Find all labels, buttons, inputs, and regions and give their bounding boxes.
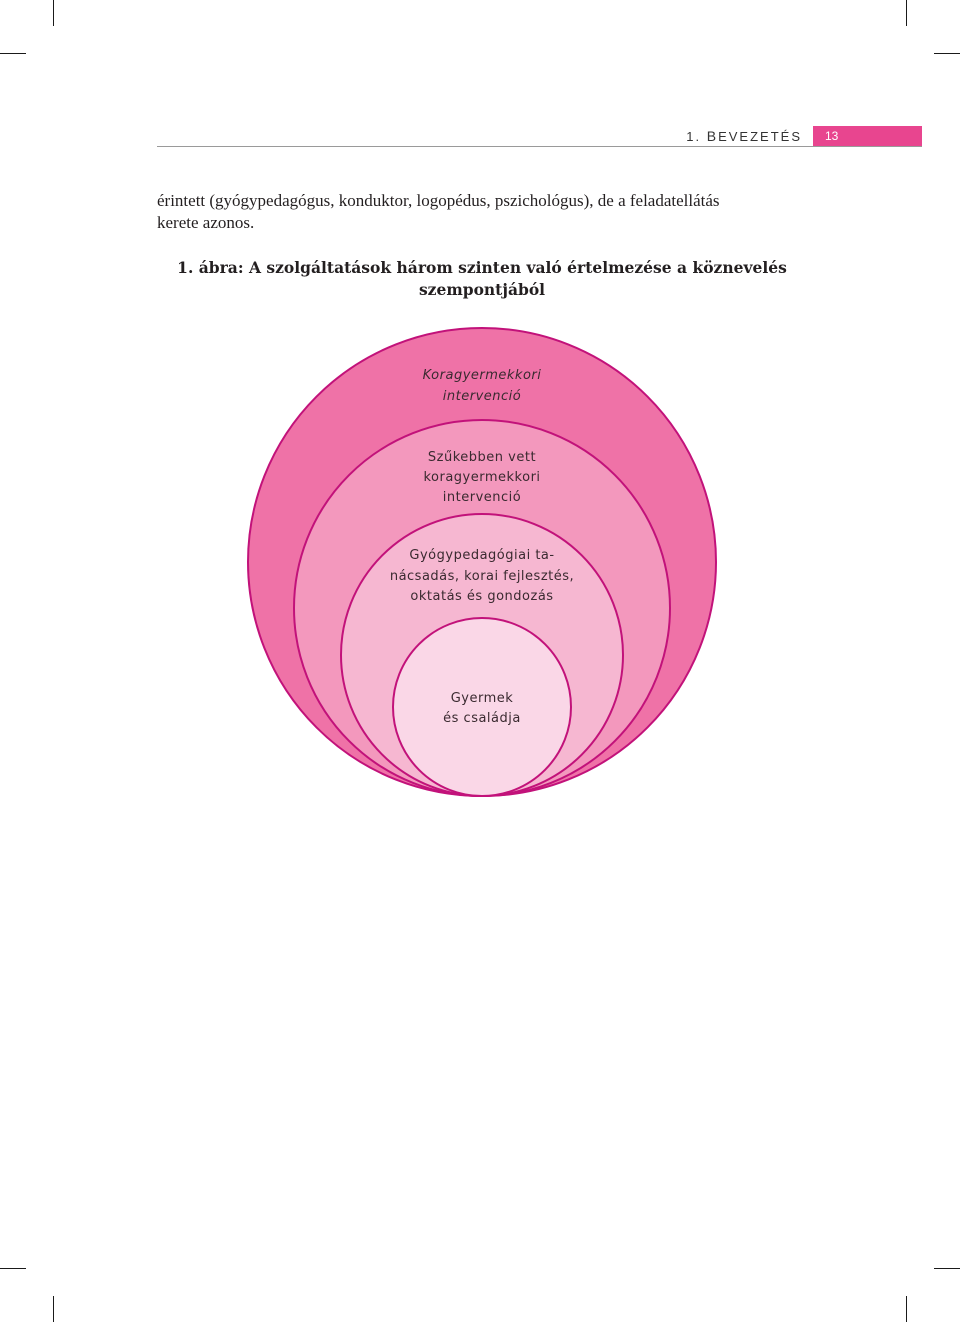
body-line: kerete azonos. bbox=[157, 213, 255, 232]
circle-third-label: nácsadás, korai fejlesztés, bbox=[389, 569, 575, 584]
page-number: 13 bbox=[813, 126, 922, 146]
chapter-number: 1. bbox=[686, 129, 702, 144]
circle-second-label: Szűkebben vett bbox=[427, 450, 537, 465]
body-line: érintett (gyógypedagógus, konduktor, logopédus, pszichológus), de a feladatellátás bbox=[157, 191, 720, 210]
circle-third-label: Gyógypedagógiai ta- bbox=[409, 548, 555, 563]
circle-third-label: oktatás és gondozás bbox=[410, 589, 554, 604]
caption-line: szempontjából bbox=[418, 280, 546, 299]
caption-line: 1. ábra: A szolgáltatások három szinten való értelmezése a köznevelés bbox=[177, 258, 787, 277]
circle-second-label: koragyermekkori bbox=[423, 470, 541, 485]
circle-outer-label: Koragyermekkori bbox=[422, 368, 542, 383]
circle-inner-label: és családja bbox=[443, 711, 521, 726]
circle-inner bbox=[393, 618, 571, 796]
circle-inner-label: Gyermek bbox=[450, 691, 514, 706]
chapter-name: EVEZETÉS bbox=[718, 129, 802, 144]
circle-second-label: intervenció bbox=[442, 490, 522, 505]
circle-outer-label: intervenció bbox=[442, 389, 522, 404]
chapter-initial: B bbox=[706, 128, 719, 144]
